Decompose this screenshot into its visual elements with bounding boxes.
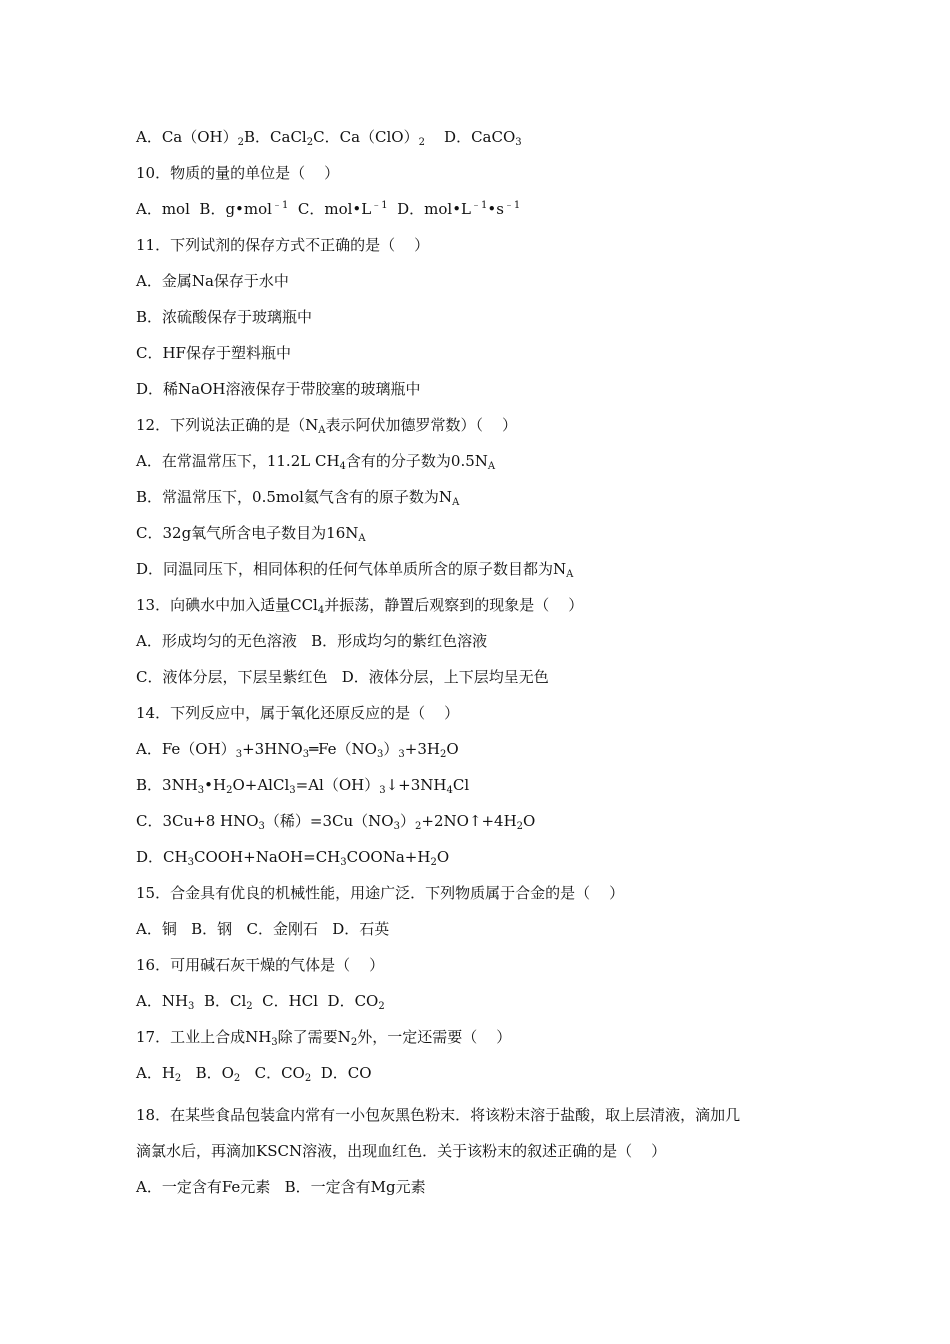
text-segment: COONa+H [346, 848, 431, 866]
subscript: A [452, 497, 460, 508]
text-line [136, 414, 870, 436]
text-segment: （稀）=3Cu（NO [264, 812, 394, 830]
subscript: 2 [174, 1073, 182, 1084]
text-line [136, 738, 870, 760]
subscript: A [566, 569, 574, 580]
text-segment: ═Fe（NO [309, 740, 377, 758]
text-segment: C．CO [240, 1064, 305, 1082]
text-segment: 表示阿伏加德罗常数）（ ） [325, 416, 518, 434]
subscript: 3 [197, 785, 205, 796]
text-segment: Cl [452, 776, 470, 794]
text-line [136, 666, 870, 688]
text-segment: 含有的分子数为0.5N [345, 452, 488, 470]
subscript: A [487, 461, 496, 472]
subscript: 2 [226, 785, 233, 796]
superscript: ﹣1 [503, 200, 521, 211]
text-segment: D．mol•L [387, 200, 472, 218]
text-segment: A．H [136, 1064, 175, 1082]
text-segment: 除了需要N [277, 1028, 351, 1046]
text-line [136, 126, 870, 148]
text-line [136, 1176, 870, 1198]
subscript: 2 [439, 749, 447, 760]
text-segment: B．O [181, 1064, 234, 1082]
text-line [136, 1062, 870, 1084]
text-segment: +3HNO [242, 740, 303, 758]
text-segment: 16．可用碱石灰干燥的气体是（ ） [136, 956, 385, 974]
text-segment: D．CH [136, 848, 188, 866]
text-line [136, 342, 870, 364]
subscript: 4 [446, 785, 453, 796]
text-segment: D．CO [311, 1064, 372, 1082]
text-line [136, 774, 870, 796]
text-segment: C．液体分层，下层呈紫红色 D．液体分层，上下层均呈无色 [136, 668, 549, 686]
subscript: 3 [302, 749, 310, 760]
text-segment: 并振荡，静置后观察到的现象是（ ） [324, 596, 584, 614]
text-segment: B．Cl [194, 992, 247, 1010]
text-segment: C．Ca（ClO） [313, 128, 419, 146]
text-segment: 13．向碘水中加入适量CCl [136, 596, 318, 614]
text-line [136, 270, 870, 292]
text-line [136, 594, 870, 616]
subscript: 3 [379, 785, 386, 796]
text-line [136, 198, 870, 220]
text-segment: B．CaCl [244, 128, 307, 146]
text-segment: A．形成均匀的无色溶液 B．形成均匀的紫红色溶液 [136, 632, 488, 650]
text-line [136, 630, 870, 652]
text-segment: C．3Cu+8 HNO [136, 812, 259, 830]
text-segment: 外，一定还需要（ ） [357, 1028, 512, 1046]
text-line [136, 846, 870, 868]
subscript: 2 [378, 1001, 385, 1012]
text-segment: O+AlCl [232, 776, 290, 794]
text-line [136, 522, 870, 544]
text-segment: B．3NH [136, 776, 198, 794]
text-segment: A．在常温常压下，11.2L CH [136, 452, 340, 470]
text-segment: A．Ca（OH） [136, 128, 238, 146]
text-line [136, 990, 870, 1012]
text-line [136, 1026, 870, 1048]
text-segment: C．HF保存于塑料瓶中 [136, 344, 291, 362]
text-segment: ） [399, 812, 415, 830]
subscript: 3 [515, 137, 522, 148]
text-line [136, 306, 870, 328]
subscript: 2 [304, 1073, 312, 1084]
text-segment: 17．工业上合成NH [136, 1028, 272, 1046]
text-segment: C．HCl D．CO [252, 992, 379, 1010]
text-segment: O [446, 740, 459, 758]
text-segment: 18．在某些食品包装盒内常有一小包灰黑色粉末．将该粉末溶于盐酸，取上层清液，滴加几 [136, 1106, 741, 1124]
text-segment: A．一定含有Fe元素 B．一定含有Mg元素 [136, 1178, 426, 1196]
text-segment: A．金属Na保存于水中 [136, 272, 289, 290]
text-segment: +2NO↑+4H [421, 812, 517, 830]
superscript: ﹣1 [271, 200, 289, 211]
text-line [136, 486, 870, 508]
subscript: 3 [235, 749, 243, 760]
text-line [136, 702, 870, 724]
text-segment: A．铜 B．钢 C．金刚石 D．石英 [136, 920, 390, 938]
text-segment: 12．下列说法正确的是（N [136, 416, 319, 434]
text-segment: 11．下列试剂的保存方式不正确的是（ ） [136, 236, 430, 254]
text-line [136, 450, 870, 472]
subscript: 4 [339, 461, 346, 472]
subscript: 2 [246, 1001, 253, 1012]
text-line [136, 918, 870, 940]
text-line [136, 1140, 870, 1162]
text-segment: A．Fe（OH） [136, 740, 236, 758]
superscript: ﹣1 [471, 200, 488, 211]
subscript: 3 [271, 1037, 278, 1048]
subscript: 2 [350, 1037, 358, 1048]
text-segment: +3H [404, 740, 440, 758]
subscript: 3 [376, 749, 384, 760]
text-segment: B．常温常压下，0.5mol氦气含有的原子数为N [136, 488, 453, 506]
text-line [136, 378, 870, 400]
text-segment: =Al（OH） [295, 776, 380, 794]
subscript: 2 [415, 821, 422, 832]
text-line [136, 810, 870, 832]
text-segment: A．NH [136, 992, 189, 1010]
superscript: ﹣1 [371, 200, 388, 211]
text-segment: D．CaCO [424, 128, 516, 146]
text-line [136, 954, 870, 976]
subscript: 2 [418, 137, 425, 148]
text-segment: 14．下列反应中，属于氧化还原反应的是（ ） [136, 704, 460, 722]
text-segment: D．稀NaOH溶液保存于带胶塞的玻璃瓶中 [136, 380, 421, 398]
text-segment: 15．合金具有优良的机械性能，用途广泛．下列物质属于合金的是（ ） [136, 884, 625, 902]
subscript: 3 [398, 749, 405, 760]
text-segment: COOH+NaOH=CH [193, 848, 341, 866]
text-segment: ↓+3NH [385, 776, 447, 794]
subscript: 2 [430, 857, 437, 868]
subscript: A [358, 533, 366, 544]
text-segment: D．同温同压下，相同体积的任何气体单质所含的原子数目都为N [136, 560, 567, 578]
text-line [136, 234, 870, 256]
subscript: 3 [340, 857, 347, 868]
text-segment: A．mol B．g•mol [136, 200, 272, 218]
text-line [136, 882, 870, 904]
text-segment: B．浓硫酸保存于玻璃瓶中 [136, 308, 313, 326]
subscript: 3 [258, 821, 265, 832]
subscript: 4 [317, 605, 325, 616]
text-segment: 滴氯水后，再滴加KSCN溶液，出现血红色．关于该粉末的叙述正确的是（ ） [136, 1142, 667, 1160]
text-segment: O [523, 812, 536, 830]
text-segment: ） [383, 740, 399, 758]
text-segment: •s [487, 200, 504, 218]
text-segment: •H [204, 776, 227, 794]
subscript: 3 [289, 785, 296, 796]
subscript: A [318, 425, 326, 436]
subscript: 2 [233, 1073, 241, 1084]
subscript: 3 [393, 821, 400, 832]
subscript: 3 [188, 1001, 195, 1012]
subscript: 3 [187, 857, 194, 868]
text-line [136, 1104, 870, 1126]
text-segment: 10．物质的量的单位是（ ） [136, 164, 340, 182]
text-line [136, 558, 870, 580]
text-segment: O [436, 848, 450, 866]
text-segment: C．mol•L [288, 200, 372, 218]
text-line [136, 162, 870, 184]
text-segment: C．32g氧气所含电子数目为16N [136, 524, 359, 542]
subscript: 2 [306, 137, 314, 148]
subscript: 2 [237, 137, 245, 148]
subscript: 2 [516, 821, 524, 832]
